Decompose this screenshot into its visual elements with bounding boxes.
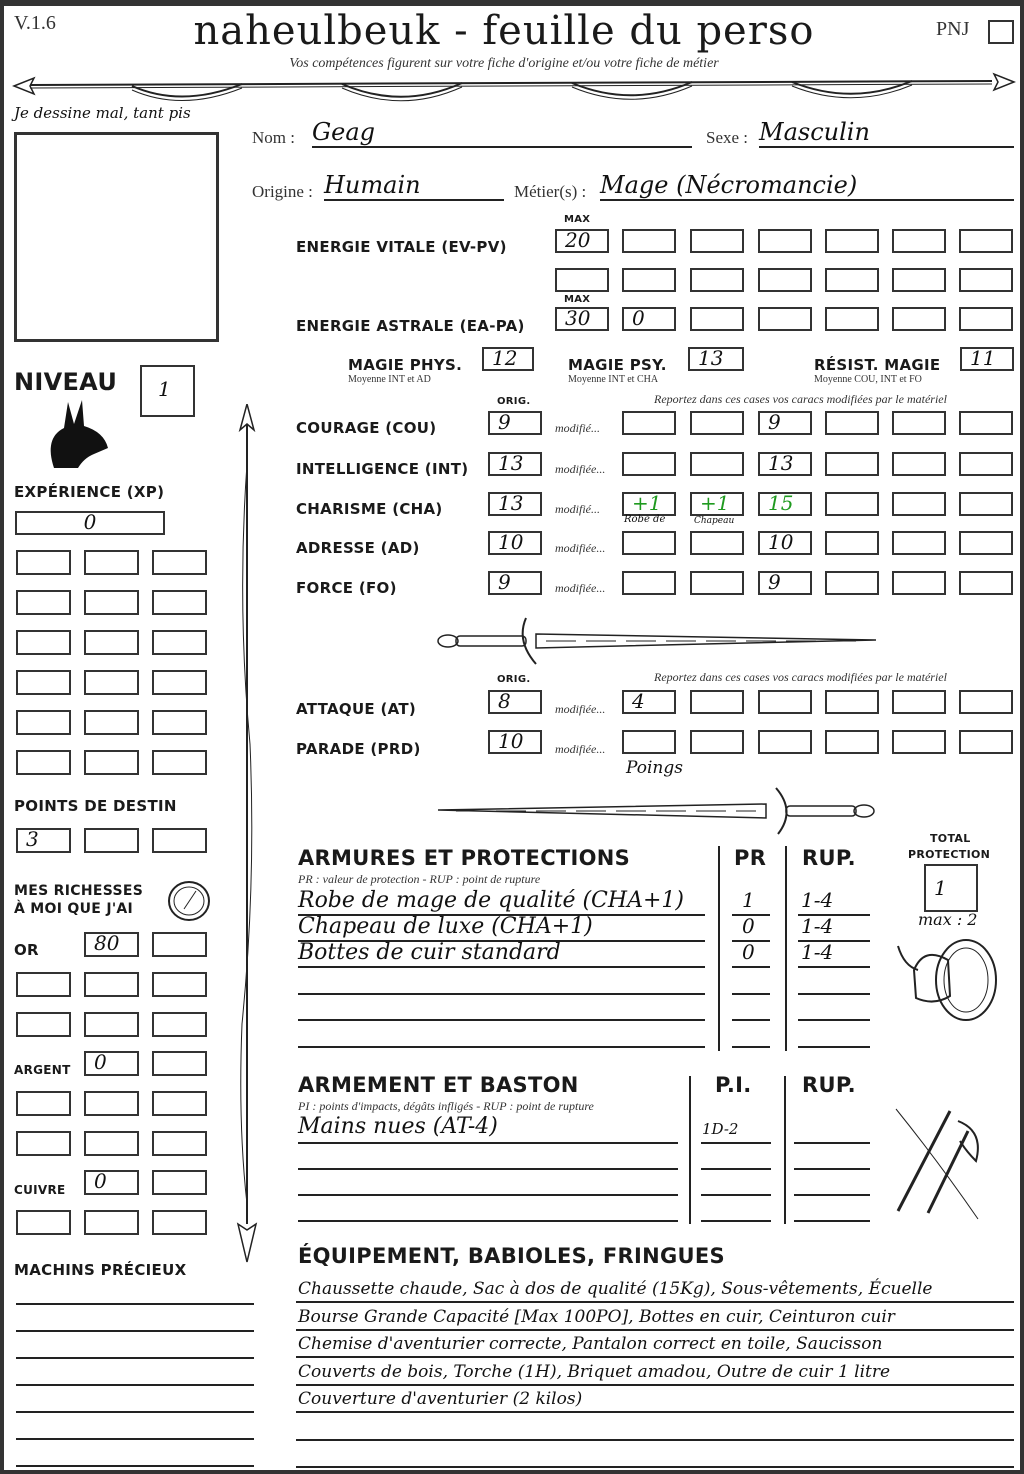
stat-mod-box[interactable] — [892, 531, 946, 555]
ev-box[interactable] — [959, 268, 1013, 292]
combat-mod-box[interactable] — [959, 690, 1013, 714]
stat-orig-box[interactable] — [488, 452, 542, 476]
combat-mod-box[interactable] — [690, 730, 744, 754]
ea-label: ENERGIE ASTRALE (EA-PA) — [296, 317, 525, 335]
ea-box[interactable] — [892, 307, 946, 331]
armor-rup-line[interactable] — [798, 1046, 870, 1048]
resist-magie-label: RÉSIST. MAGIE — [814, 356, 941, 374]
armor-pr-header: PR — [734, 846, 767, 870]
combat-orig-box[interactable] — [488, 730, 542, 754]
armor-item-pr: 1 — [742, 888, 755, 912]
stat-mod-box[interactable] — [758, 531, 812, 555]
combat-label: PARADE (PRD) — [296, 740, 421, 758]
or-box[interactable] — [152, 932, 207, 957]
equipment-line[interactable] — [296, 1301, 1014, 1303]
stat-mod-box[interactable] — [622, 452, 676, 476]
stat-mod-label: modifiée... — [555, 581, 606, 595]
xp-cell[interactable] — [152, 630, 207, 655]
weapons-rup-header: RUP. — [802, 1073, 856, 1097]
equipment-line-text: Couverts de bois, Torche (1H), Briquet amadou, Outre de cuir 1 litre — [298, 1361, 891, 1382]
or-box[interactable] — [152, 972, 207, 997]
weapons-divider — [689, 1076, 691, 1224]
weapon-rup-line[interactable] — [794, 1194, 870, 1196]
stat-mod-box[interactable] — [690, 411, 744, 435]
stat-label: INTELLIGENCE (INT) — [296, 460, 469, 478]
cuivre-box-value: 0 — [94, 1169, 107, 1193]
combat-mod-box[interactable] — [892, 730, 946, 754]
weapon-pi-line[interactable] — [701, 1142, 771, 1144]
xp-cell[interactable] — [152, 670, 207, 695]
stat-mod-box[interactable] — [758, 411, 812, 435]
stat-mod-box[interactable] — [825, 531, 879, 555]
armor-item-pr: 0 — [742, 940, 755, 964]
argent-label: ARGENT — [14, 1063, 71, 1077]
ev-box[interactable] — [758, 268, 812, 292]
stat-orig-box-value: 9 — [498, 410, 511, 434]
stat-orig-box[interactable] — [488, 571, 542, 595]
combat-mod-box-value: 4 — [632, 689, 645, 713]
stat-orig-box-value: 13 — [498, 451, 524, 475]
crossed-weapons-icon — [888, 1101, 988, 1221]
sexe-label: Sexe : — [706, 128, 749, 147]
armor-name-line[interactable] — [298, 1019, 705, 1021]
argent-box[interactable] — [84, 1091, 139, 1116]
machins-line[interactable] — [16, 1357, 254, 1359]
or-box[interactable] — [152, 1012, 207, 1037]
pnj-checkbox[interactable] — [988, 20, 1014, 44]
stats-orig-label: ORIG. — [497, 396, 531, 407]
ea-max-label: MAX — [564, 294, 591, 305]
combat-mod-label: modifiée... — [555, 702, 606, 716]
armor-note: PR : valeur de protection - RUP : point de rupture — [298, 872, 541, 886]
machins-line[interactable] — [16, 1465, 254, 1467]
stat-mod-box[interactable] — [892, 452, 946, 476]
xp-cell[interactable] — [152, 550, 207, 575]
armor-divider — [785, 846, 787, 1051]
equipment-line-text: Couverture d'aventurier (2 kilos) — [298, 1389, 583, 1409]
equipment-line[interactable] — [296, 1439, 1014, 1441]
equipment-line-text: Chemise d'aventurier correcte, Pantalon correct en toile, Saucisson — [298, 1334, 883, 1354]
machins-line[interactable] — [16, 1411, 254, 1413]
origine-label: Origine : — [252, 182, 313, 201]
argent-box[interactable] — [152, 1091, 207, 1116]
magie-psy-note: Moyenne INT et CHA — [568, 374, 659, 385]
stat-mod-box[interactable] — [758, 571, 812, 595]
argent-box[interactable] — [152, 1051, 207, 1076]
combat-orig-box-value: 8 — [498, 689, 511, 713]
stat-mod-box[interactable] — [959, 411, 1013, 435]
stat-mod-box[interactable] — [690, 531, 744, 555]
or-box[interactable] — [16, 972, 71, 997]
portrait-label: Je dessine mal, tant pis — [14, 104, 191, 122]
total-protection-label-1: TOTAL — [930, 832, 971, 845]
xp-cell[interactable] — [16, 630, 71, 655]
total-protection-max: max : 2 — [918, 910, 978, 929]
ea-box-value: 0 — [632, 306, 645, 330]
total-protection-label-2: PROTECTION — [908, 848, 991, 861]
combat-mod-box[interactable] — [690, 690, 744, 714]
stat-mod-box-value: 9 — [768, 410, 781, 434]
stat-orig-box[interactable] — [488, 531, 542, 555]
stat-label: CHARISME (CHA) — [296, 500, 443, 518]
xp-cell[interactable] — [152, 710, 207, 735]
armor-name-line[interactable] — [298, 1046, 705, 1048]
ev-max-label: MAX — [564, 214, 591, 225]
or-label: OR — [14, 941, 39, 959]
stat-mod-box[interactable] — [622, 411, 676, 435]
richesses-label: MES RICHESSES À MOI QUE J'AI — [14, 883, 144, 917]
xp-cell[interactable] — [16, 710, 71, 735]
destin-box[interactable] — [84, 828, 139, 853]
stat-label: ADRESSE (AD) — [296, 539, 420, 557]
combat-mod-box[interactable] — [959, 730, 1013, 754]
ea-box[interactable] — [758, 307, 812, 331]
armor-title: ARMURES ET PROTECTIONS — [298, 846, 631, 870]
cuivre-box[interactable] — [16, 1210, 71, 1235]
stat-mod-box[interactable] — [892, 492, 946, 516]
cuivre-box[interactable] — [152, 1170, 207, 1195]
xp-box[interactable]: 0 — [15, 511, 165, 535]
stat-mod-box[interactable] — [959, 571, 1013, 595]
destin-box-value: 3 — [26, 827, 39, 851]
stat-mod-box[interactable] — [690, 452, 744, 476]
argent-box[interactable] — [84, 1131, 139, 1156]
stat-mod-box[interactable] — [959, 531, 1013, 555]
xp-cell[interactable] — [84, 710, 139, 735]
weapon-item-pi: 1D-2 — [702, 1120, 739, 1138]
armor-item-name: Chapeau de luxe (CHA+1) — [298, 914, 593, 939]
nom-label: Nom : — [252, 128, 295, 147]
sword-icon — [436, 786, 876, 836]
weapon-pi-line[interactable] — [701, 1168, 771, 1170]
weapon-pi-line[interactable] — [701, 1194, 771, 1196]
weapons-pi-header: P.I. — [715, 1073, 752, 1097]
total-protection-box[interactable]: 1 — [924, 864, 978, 912]
ev-box[interactable] — [622, 229, 676, 253]
weapon-rup-line[interactable] — [794, 1168, 870, 1170]
ev-label: ENERGIE VITALE (EV-PV) — [296, 238, 507, 256]
armor-item-rup: 1-4 — [801, 914, 834, 938]
weapon-name-line[interactable] — [298, 1168, 678, 1170]
metier-label: Métier(s) : — [514, 182, 587, 201]
stat-mod-box[interactable] — [825, 571, 879, 595]
stat-mod-label: modifiée... — [555, 462, 606, 476]
spear-banner-icon — [12, 68, 1016, 108]
stat-mod-label: modifiée... — [555, 541, 606, 555]
equipment-line[interactable] — [296, 1384, 1014, 1386]
combat-mod-box[interactable] — [825, 690, 879, 714]
armor-pr-line[interactable] — [732, 1019, 770, 1021]
stat-mod-box-value: 10 — [768, 530, 794, 554]
ea-box[interactable] — [555, 307, 609, 331]
ea-box[interactable] — [622, 307, 676, 331]
ev-box[interactable] — [959, 229, 1013, 253]
combat-mod-box[interactable] — [758, 690, 812, 714]
equipment-line[interactable] — [296, 1356, 1014, 1358]
weapon-name-line[interactable] — [298, 1142, 678, 1144]
ev-box[interactable] — [555, 268, 609, 292]
portrait-box[interactable] — [14, 132, 219, 342]
or-box[interactable] — [84, 932, 139, 957]
stat-mod-box[interactable] — [690, 571, 744, 595]
destin-label: POINTS DE DESTIN — [14, 797, 177, 815]
pnj-label: PNJ — [936, 18, 970, 40]
xp-cell[interactable] — [84, 550, 139, 575]
stat-mod-box[interactable] — [825, 492, 879, 516]
equipment-line[interactable] — [296, 1329, 1014, 1331]
ev-box[interactable] — [892, 229, 946, 253]
ea-box-value: 30 — [565, 306, 591, 330]
page-title: naheulbeuk - feuille du perso — [193, 8, 815, 54]
equipment-line[interactable] — [296, 1411, 1014, 1413]
stat-mod-box-value: +1 — [700, 491, 730, 515]
cuivre-box[interactable] — [84, 1210, 139, 1235]
argent-box-value: 0 — [94, 1050, 107, 1074]
origine-field[interactable]: Humain — [324, 171, 504, 201]
argent-box[interactable] — [16, 1131, 71, 1156]
equipment-title: ÉQUIPEMENT, BABIOLES, FRINGUES — [298, 1244, 725, 1268]
magie-phys-label: MAGIE PHYS. — [348, 356, 463, 374]
stat-mod-box-value: +1 — [632, 491, 662, 515]
stat-mod-box[interactable] — [892, 571, 946, 595]
weapons-divider — [784, 1076, 786, 1224]
ea-box[interactable] — [690, 307, 744, 331]
helmet-shield-icon — [894, 936, 1014, 1026]
stat-mod-box[interactable] — [959, 492, 1013, 516]
xp-cell[interactable] — [16, 590, 71, 615]
machins-line[interactable] — [16, 1438, 254, 1440]
version-label: V.1.6 — [14, 12, 56, 34]
xp-cell[interactable] — [152, 750, 207, 775]
armor-rup-line[interactable] — [798, 993, 870, 995]
stat-mod-box-value: 9 — [768, 570, 781, 594]
stat-label: FORCE (FO) — [296, 579, 397, 597]
combat-report-note: Reportez dans ces cases vos caracs modifiées par le matériel — [654, 670, 947, 684]
armor-pr-line[interactable] — [732, 1046, 770, 1048]
stat-orig-box[interactable] — [488, 411, 542, 435]
armor-pr-line[interactable] — [732, 966, 770, 968]
xp-cell[interactable] — [84, 590, 139, 615]
stat-orig-box-value: 9 — [498, 570, 511, 594]
resist-magie-note: Moyenne COU, INT et FO — [814, 374, 922, 385]
combat-label: ATTAQUE (AT) — [296, 700, 417, 718]
coin-icon — [166, 879, 212, 923]
sword-icon — [436, 616, 878, 666]
armor-rup-line[interactable] — [798, 966, 870, 968]
machins-line[interactable] — [16, 1384, 254, 1386]
ev-box[interactable] — [892, 268, 946, 292]
stat-label: COURAGE (COU) — [296, 419, 437, 437]
cha-annotation-robe: Robe de — [624, 514, 666, 525]
or-box-value: 80 — [94, 931, 120, 955]
stat-mod-box[interactable] — [892, 411, 946, 435]
xp-cell[interactable] — [152, 590, 207, 615]
stat-orig-box-value: 13 — [498, 491, 524, 515]
ev-box[interactable] — [690, 268, 744, 292]
ev-box[interactable] — [758, 229, 812, 253]
equipment-line-text: Bourse Grande Capacité [Max 100PO], Bottes en cuir, Ceinturon cuir — [298, 1306, 895, 1327]
argent-box[interactable] — [152, 1131, 207, 1156]
armor-item-pr: 0 — [742, 914, 755, 938]
ea-box[interactable] — [825, 307, 879, 331]
machins-line[interactable] — [16, 1303, 254, 1305]
or-box[interactable] — [84, 972, 139, 997]
cha-annotation-chapeau: Chapeau — [694, 516, 735, 526]
stat-mod-box[interactable] — [758, 452, 812, 476]
armor-rup-line[interactable] — [798, 1019, 870, 1021]
stat-mod-box[interactable] — [825, 411, 879, 435]
xp-label: EXPÉRIENCE (XP) — [14, 483, 165, 501]
combat-mod-box[interactable] — [825, 730, 879, 754]
stat-mod-box[interactable] — [959, 452, 1013, 476]
stat-mod-label: modifié... — [555, 421, 600, 435]
combat-mod-box[interactable] — [622, 730, 676, 754]
stat-orig-box-value: 10 — [498, 530, 524, 554]
dragon-icon — [44, 398, 110, 470]
combat-orig-box-value: 10 — [498, 729, 524, 753]
weapon-item-name: Mains nues (AT-4) — [298, 1114, 498, 1139]
equipment-line[interactable] — [296, 1466, 1014, 1468]
magie-phys-box[interactable]: 12 — [482, 347, 534, 371]
combat-orig-label: ORIG. — [497, 674, 531, 685]
combat-mod-box[interactable] — [892, 690, 946, 714]
ev-box[interactable] — [825, 229, 879, 253]
ea-box[interactable] — [959, 307, 1013, 331]
xp-cell[interactable] — [16, 750, 71, 775]
argent-box[interactable] — [16, 1091, 71, 1116]
machins-line[interactable] — [16, 1330, 254, 1332]
stat-mod-box[interactable] — [825, 452, 879, 476]
ev-box[interactable] — [622, 268, 676, 292]
combat-mod-label: modifiée... — [555, 742, 606, 756]
xp-cell[interactable] — [84, 670, 139, 695]
magie-psy-label: MAGIE PSY. — [568, 356, 667, 374]
armor-item-name: Robe de mage de qualité (CHA+1) — [298, 888, 684, 913]
stat-mod-label: modifié... — [555, 502, 600, 516]
cuivre-box[interactable] — [152, 1210, 207, 1235]
or-box[interactable] — [84, 1012, 139, 1037]
weapon-name-line[interactable] — [298, 1194, 678, 1196]
ev-box-value: 20 — [565, 228, 591, 252]
spear-icon — [232, 404, 262, 1264]
armor-rup-header: RUP. — [802, 846, 856, 870]
combat-mod-box[interactable] — [622, 690, 676, 714]
stat-mod-box[interactable] — [622, 531, 676, 555]
armor-item-rup: 1-4 — [801, 940, 834, 964]
armor-divider — [718, 846, 720, 1051]
combat-annotation: Poings — [626, 758, 683, 778]
armor-item-rup: 1-4 — [801, 888, 834, 912]
stats-report-note: Reportez dans ces cases vos caracs modifiées par le matériel — [654, 392, 947, 406]
magie-phys-note: Moyenne INT et AD — [348, 374, 431, 385]
weapon-name-line[interactable] — [298, 1220, 678, 1222]
weapons-note: PI : points d'impacts, dégâts infligés - RUP : point de rupture — [298, 1099, 594, 1113]
stat-mod-box[interactable] — [690, 492, 744, 516]
argent-box[interactable] — [84, 1051, 139, 1076]
nom-field[interactable]: Geag — [312, 118, 692, 148]
cuivre-label: CUIVRE — [14, 1183, 66, 1197]
armor-pr-line[interactable] — [732, 993, 770, 995]
cuivre-box[interactable] — [84, 1170, 139, 1195]
stat-mod-box-value: 13 — [768, 451, 794, 475]
weapons-title: ARMEMENT ET BASTON — [298, 1073, 579, 1097]
niveau-box[interactable]: 1 — [140, 365, 195, 417]
weapon-pi-line[interactable] — [701, 1220, 771, 1222]
armor-name-line[interactable] — [298, 966, 705, 968]
sexe-field[interactable]: Masculin — [759, 118, 1014, 148]
combat-orig-box[interactable] — [488, 690, 542, 714]
ev-box[interactable] — [555, 229, 609, 253]
stat-orig-box[interactable] — [488, 492, 542, 516]
machins-label: MACHINS PRÉCIEUX — [14, 1261, 187, 1279]
weapon-rup-line[interactable] — [794, 1220, 870, 1222]
xp-cell[interactable] — [16, 670, 71, 695]
ev-box[interactable] — [825, 268, 879, 292]
xp-cell[interactable] — [84, 750, 139, 775]
or-box[interactable] — [16, 1012, 71, 1037]
ev-box[interactable] — [690, 229, 744, 253]
xp-cell[interactable] — [16, 550, 71, 575]
armor-item-name: Bottes de cuir standard — [298, 940, 561, 965]
armor-name-line[interactable] — [298, 993, 705, 995]
weapon-rup-line[interactable] — [794, 1142, 870, 1144]
resist-magie-box[interactable]: 11 — [960, 347, 1014, 371]
xp-cell[interactable] — [84, 630, 139, 655]
magie-psy-box[interactable]: 13 — [688, 347, 744, 371]
stat-mod-box-value: 15 — [768, 491, 794, 515]
metier-field[interactable]: Mage (Nécromancie) — [600, 171, 1014, 201]
niveau-label: NIVEAU — [14, 368, 118, 396]
combat-mod-box[interactable] — [758, 730, 812, 754]
equipment-line-text: Chaussette chaude, Sac à dos de qualité (15Kg), Sous-vêtements, Écuelle — [298, 1279, 933, 1299]
destin-box[interactable] — [152, 828, 207, 853]
subtitle: Vos compétences figurent sur votre fiche d'origine et/ou votre fiche de métier — [289, 56, 719, 71]
stat-mod-box[interactable] — [622, 492, 676, 516]
stat-mod-box[interactable] — [622, 571, 676, 595]
destin-box[interactable] — [16, 828, 71, 853]
stat-mod-box[interactable] — [758, 492, 812, 516]
